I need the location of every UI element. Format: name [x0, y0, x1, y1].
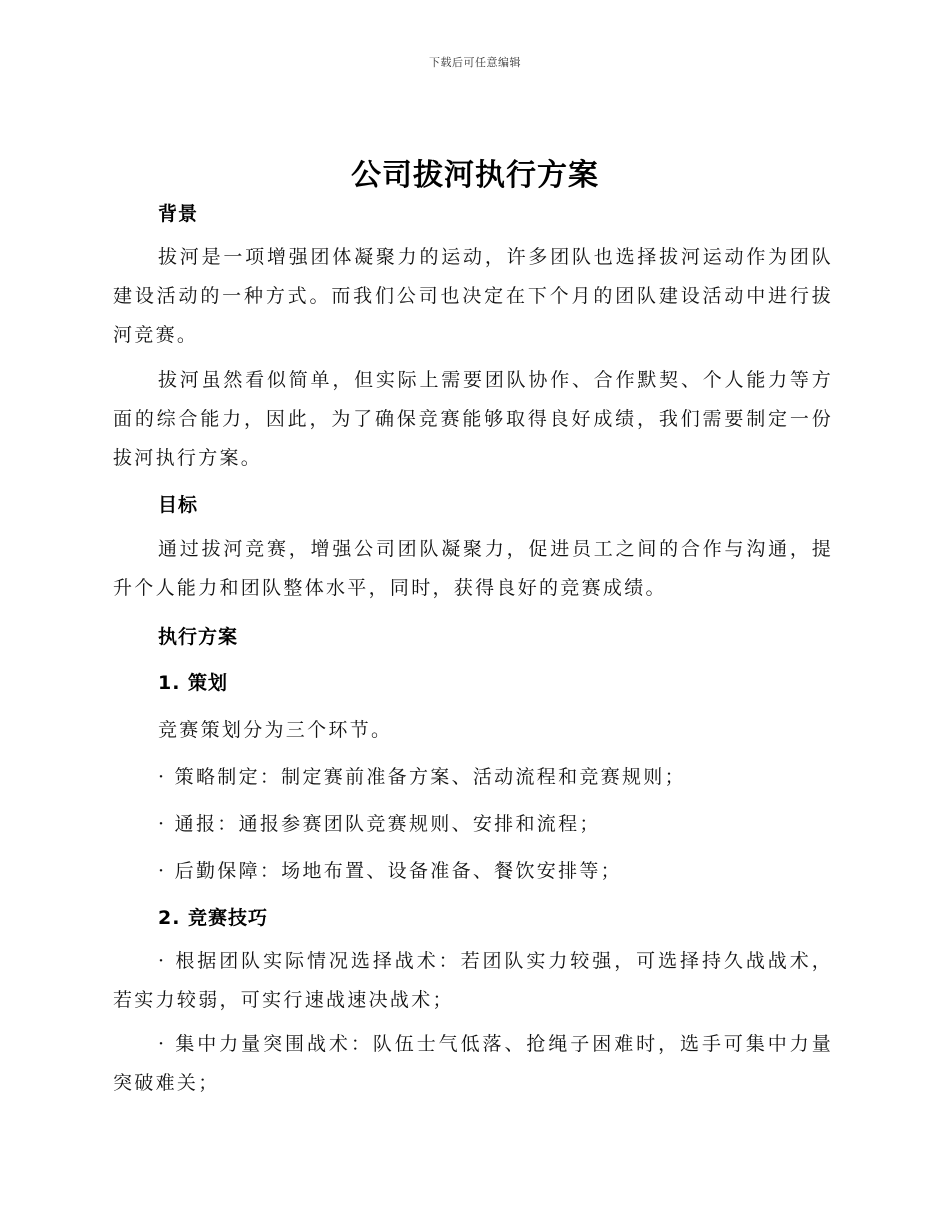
heading-background: 背景 [158, 203, 199, 225]
plan-sub1-intro: 竞赛策划分为三个环节。 [158, 719, 393, 741]
list-item: · 集中力量突围战术：队伍士气低落、抢绳子困难时，选手可集中力量突破难关； [113, 1033, 833, 1094]
heading-goal: 目标 [158, 494, 199, 516]
list-item: · 根据团队实际情况选择战术：若团队实力较强，可选择持久战战术，若实力较弱，可实行速战速决战术； [113, 950, 833, 1011]
heading-plan-sub2: 2. 竞赛技巧 [158, 907, 269, 929]
paragraph-background-2: 拔河虽然看似简单，但实际上需要团队协作、合作默契、个人能力等方面的综合能力，因此，为了确保竞赛能够取得良好成绩，我们需要制定一份拔河执行方案。 [113, 369, 833, 469]
heading-plan: 执行方案 [158, 626, 239, 648]
list-item: · 策略制定：制定赛前准备方案、活动流程和竞赛规则； [158, 766, 686, 788]
heading-plan-sub1: 1. 策划 [158, 672, 229, 694]
paragraph-background-1: 拔河是一项增强团体凝聚力的运动，许多团队也选择拔河运动作为团队建设活动的一种方式。而我们公司也决定在下个月的团队建设活动中进行拔河竞赛。 [113, 246, 833, 346]
list-item: · 后勤保障：场地布置、设备准备、餐饮安排等； [158, 860, 622, 882]
header-note: 下载后可任意编辑 [429, 56, 521, 69]
page-title: 公司拔河执行方案 [351, 158, 599, 193]
paragraph-goal-1: 通过拔河竞赛，增强公司团队凝聚力，促进员工之间的合作与沟通，提升个人能力和团队整体水平，同时，获得良好的竞赛成绩。 [113, 538, 833, 599]
list-item: · 通报：通报参赛团队竞赛规则、安排和流程； [158, 813, 601, 835]
